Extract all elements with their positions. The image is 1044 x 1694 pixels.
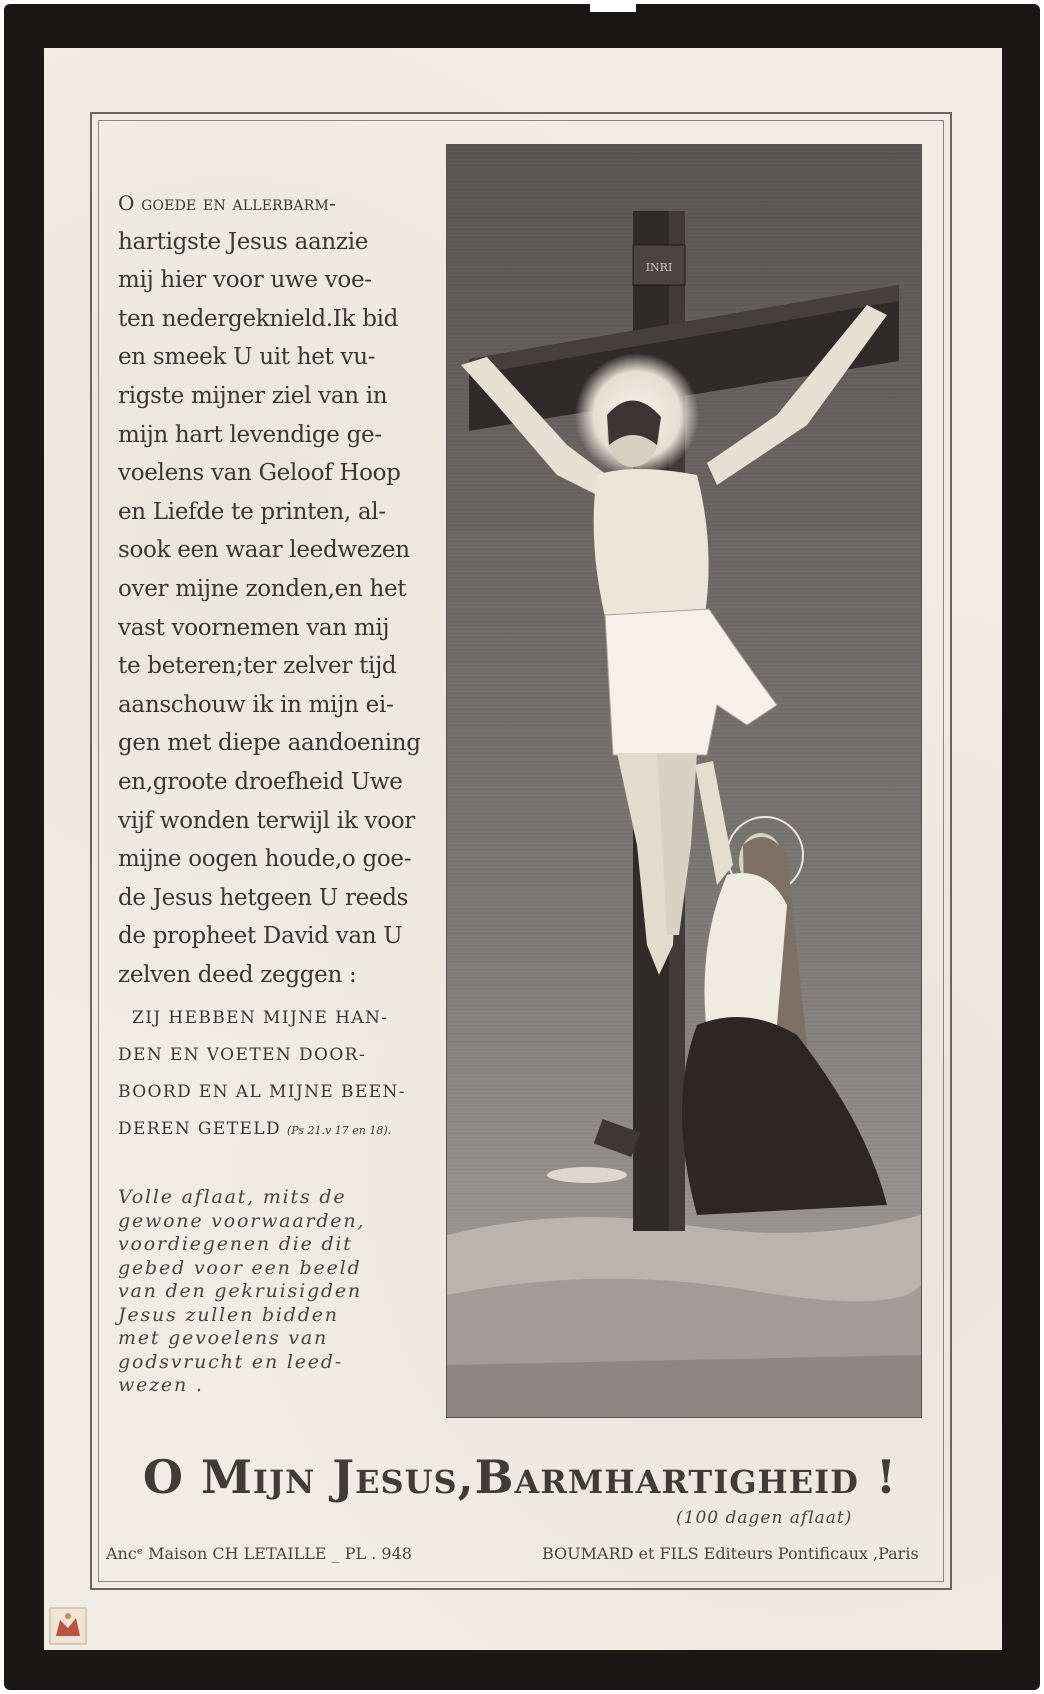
indulgence-line: gebed voor een beeld [118,1256,362,1279]
motto-indulgence-note: (100 dagen aflaat) [676,1508,853,1528]
psalm-line: DEN EN VOETEN DOOR- [118,1045,367,1065]
prayer-line: vast voornemen van mij [118,614,390,641]
imprint-left: Ancᵉ Maison CH LETAILLE _ PL . 948 [106,1544,412,1563]
psalm-line-text: DEREN GETELD [118,1119,281,1139]
prayer-line: zelven deed zeggen : [118,961,357,988]
prayer-line: mij hier voor uwe voe- [118,267,372,294]
prayer-line: gen met diepe aandoening [118,730,421,757]
nail-box [643,1105,665,1165]
indulgence-line: Jesus zullen bidden [118,1303,339,1326]
psalm-line: BOORD EN AL MIJNE BEEN- [118,1082,406,1102]
prayer-line: mijn hart levendige ge- [118,421,382,448]
border-chip [590,0,636,12]
motto-heading: O Mijn Jesus,Barmhartigheid ! [142,1450,898,1504]
collector-stamp-icon [48,1606,88,1646]
psalm-reference: (Ps 21.v 17 en 18). [287,1124,392,1137]
psalm-line: ZIJ HEBBEN MIJNE HAN- [132,1008,389,1028]
indulgence-line: godsvrucht en leed- [118,1350,343,1373]
prayer-line: mijne oogen houde,o goe- [118,846,412,873]
inri-text: INRI [645,261,673,274]
indulgence-line: gewone voorwaarden, [118,1209,366,1232]
prayer-line: ten nedergeknield.Ik bid [118,305,399,332]
crucifixion-engraving [446,144,922,1418]
indulgence-line: van den gekruisigden [118,1280,362,1302]
prayer-line: O goede en allerbarm- [118,191,336,215]
prayer-line: hartigste Jesus aanzie [118,228,369,255]
prayer-line: sook een waar leedwezen [118,537,410,564]
indulgence-note [118,1186,410,1398]
prayer-line: vijf wonden terwijl ik voor [118,807,415,834]
prayer-line: en,groote droefheid Uwe [118,768,403,795]
indulgence-line: voordiegenen die dit [118,1233,353,1255]
psalm-line [118,1111,418,1148]
prayer-line: en Liefde te printen, al- [118,498,386,525]
crucifixion-illustration [447,145,921,1417]
prayer-line: aanschouw ik in mijn ei- [118,691,394,718]
imprint-right: BOUMARD et FILS Editeurs Pontificaux ,Paris [542,1544,919,1563]
christ-torso [594,469,709,625]
indulgence-line: met gevoelens van [118,1327,329,1349]
indulgence-line: Volle aflaat, mits de [118,1186,347,1208]
prayer-line: over mijne zonden,en het [118,575,407,602]
prayer-text [118,184,421,994]
prayer-line: te beteren;ter zelver tijd [118,653,397,680]
prayer-line: voelens van Geloof Hoop [118,460,401,487]
prayer-line: de propheet David van U [118,923,403,950]
psalm-quote [118,1000,418,1148]
prayer-line: rigste mijner ziel van in [118,382,388,409]
indulgence-line: wezen . [118,1374,204,1396]
prayer-line: en smeek U uit het vu- [118,344,376,371]
prayer-line: de Jesus hetgeen U reeds [118,884,409,911]
